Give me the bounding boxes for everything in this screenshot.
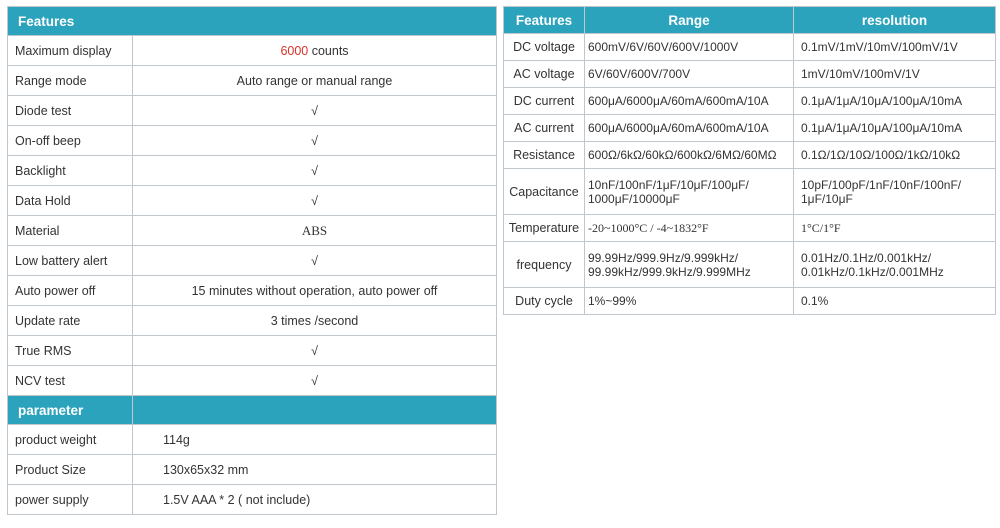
table-row: [504, 88, 996, 115]
row-value: [133, 36, 497, 66]
table-row: [504, 115, 996, 142]
row-label: Capacitance: [504, 169, 585, 215]
row-value: 114g: [133, 425, 497, 455]
table-row: [504, 215, 996, 242]
range-value: [585, 169, 794, 215]
row-label: power supply: [8, 485, 133, 515]
table-row: [8, 246, 497, 276]
table-row: [8, 126, 497, 156]
range-line: 1000μF/10000μF: [588, 191, 680, 206]
parameter-header: parameter: [8, 396, 133, 425]
table-row: [8, 66, 497, 96]
table-row: [8, 485, 497, 515]
row-label: frequency: [504, 242, 585, 288]
row-label: Diode test: [8, 96, 133, 126]
table-row: [8, 425, 497, 455]
table-row: [504, 61, 996, 88]
resolution-value: [794, 242, 996, 288]
table-row: [504, 169, 996, 215]
table-row: [8, 366, 497, 396]
parameter-header-blank: [133, 396, 497, 425]
check-mark: √: [133, 246, 497, 276]
resolution-value: 0.1mV/1mV/10mV/100mV/1V: [794, 34, 996, 61]
row-label: product weight: [8, 425, 133, 455]
row-label: Material: [8, 216, 133, 246]
highlight-value: 6000: [280, 43, 309, 58]
check-mark: √: [133, 126, 497, 156]
range-value: 600Ω/6kΩ/60kΩ/600kΩ/6MΩ/60MΩ: [585, 142, 794, 169]
check-mark: √: [133, 366, 497, 396]
resolution-value: 0.1μA/1μA/10μA/100μA/10mA: [794, 88, 996, 115]
row-label: Low battery alert: [8, 246, 133, 276]
row-label: Temperature: [504, 215, 585, 242]
table-row: [8, 455, 497, 485]
table-row: [504, 288, 996, 315]
resolution-value: [794, 169, 996, 215]
table-row: [504, 34, 996, 61]
resolution-value: 0.1%: [794, 288, 996, 315]
table-row: [8, 36, 497, 66]
resolution-line: 0.01Hz/0.1Hz/0.001kHz/: [801, 250, 932, 265]
col-header-resolution: resolution: [794, 7, 996, 34]
range-value: -20~1000°C / -4~1832°F: [585, 215, 794, 242]
table-row: [8, 156, 497, 186]
range-line: 99.99Hz/999.9Hz/9.999kHz/: [588, 250, 739, 265]
row-label: Maximum display: [8, 36, 133, 66]
row-label: Duty cycle: [504, 288, 585, 315]
table-row: [8, 216, 497, 246]
resolution-line: 0.01kHz/0.1kHz/0.001MHz: [801, 264, 944, 279]
resolution-value: 1°C/1°F: [794, 215, 996, 242]
row-value: Auto range or manual range: [133, 66, 497, 96]
row-label: Update rate: [8, 306, 133, 336]
check-mark: √: [133, 96, 497, 126]
parameter-header-row: [8, 396, 497, 425]
resolution-line: 10pF/100pF/1nF/10nF/100nF/: [801, 177, 962, 192]
col-header-features: Features: [504, 7, 585, 34]
range-value: 6V/60V/600V/700V: [585, 61, 794, 88]
col-header-range: Range: [585, 7, 794, 34]
features-header: Features: [8, 7, 497, 36]
table-row: [8, 186, 497, 216]
value-suffix: counts: [308, 43, 349, 58]
resolution-line: 1μF/10μF: [801, 191, 853, 206]
range-header-row: [504, 7, 996, 34]
range-value: 600μA/6000μA/60mA/600mA/10A: [585, 115, 794, 142]
table-row: [8, 276, 497, 306]
range-value: 600mV/6V/60V/600V/1000V: [585, 34, 794, 61]
features-spec-table: [7, 6, 497, 515]
range-line: 10nF/100nF/1μF/10μF/100μF/: [588, 177, 749, 192]
check-mark: √: [133, 156, 497, 186]
row-label: AC voltage: [504, 61, 585, 88]
row-label: NCV test: [8, 366, 133, 396]
row-label: DC voltage: [504, 34, 585, 61]
table-row: [8, 306, 497, 336]
range-line: 99.99kHz/999.9kHz/9.999MHz: [588, 264, 751, 279]
check-mark: √: [133, 336, 497, 366]
features-header-row: [8, 7, 497, 36]
table-row: [504, 142, 996, 169]
row-value: 3 times /second: [133, 306, 497, 336]
row-value: ABS: [133, 216, 497, 246]
row-label: Auto power off: [8, 276, 133, 306]
row-value: 15 minutes without operation, auto power off: [133, 276, 497, 306]
table-row: [8, 336, 497, 366]
row-label: Resistance: [504, 142, 585, 169]
row-value: 1.5V AAA * 2 ( not include): [133, 485, 497, 515]
row-value: 130x65x32 mm: [133, 455, 497, 485]
resolution-value: 0.1μA/1μA/10μA/100μA/10mA: [794, 115, 996, 142]
row-label: Range mode: [8, 66, 133, 96]
table-row: [504, 242, 996, 288]
range-resolution-table: [503, 6, 996, 315]
row-label: Data Hold: [8, 186, 133, 216]
resolution-value: 0.1Ω/1Ω/10Ω/100Ω/1kΩ/10kΩ: [794, 142, 996, 169]
row-label: Product Size: [8, 455, 133, 485]
row-label: Backlight: [8, 156, 133, 186]
row-label: On-off beep: [8, 126, 133, 156]
table-row: [8, 96, 497, 126]
row-label: True RMS: [8, 336, 133, 366]
range-value: 1%~99%: [585, 288, 794, 315]
row-label: AC current: [504, 115, 585, 142]
resolution-value: 1mV/10mV/100mV/1V: [794, 61, 996, 88]
row-label: DC current: [504, 88, 585, 115]
check-mark: √: [133, 186, 497, 216]
range-value: [585, 242, 794, 288]
range-value: 600μA/6000μA/60mA/600mA/10A: [585, 88, 794, 115]
